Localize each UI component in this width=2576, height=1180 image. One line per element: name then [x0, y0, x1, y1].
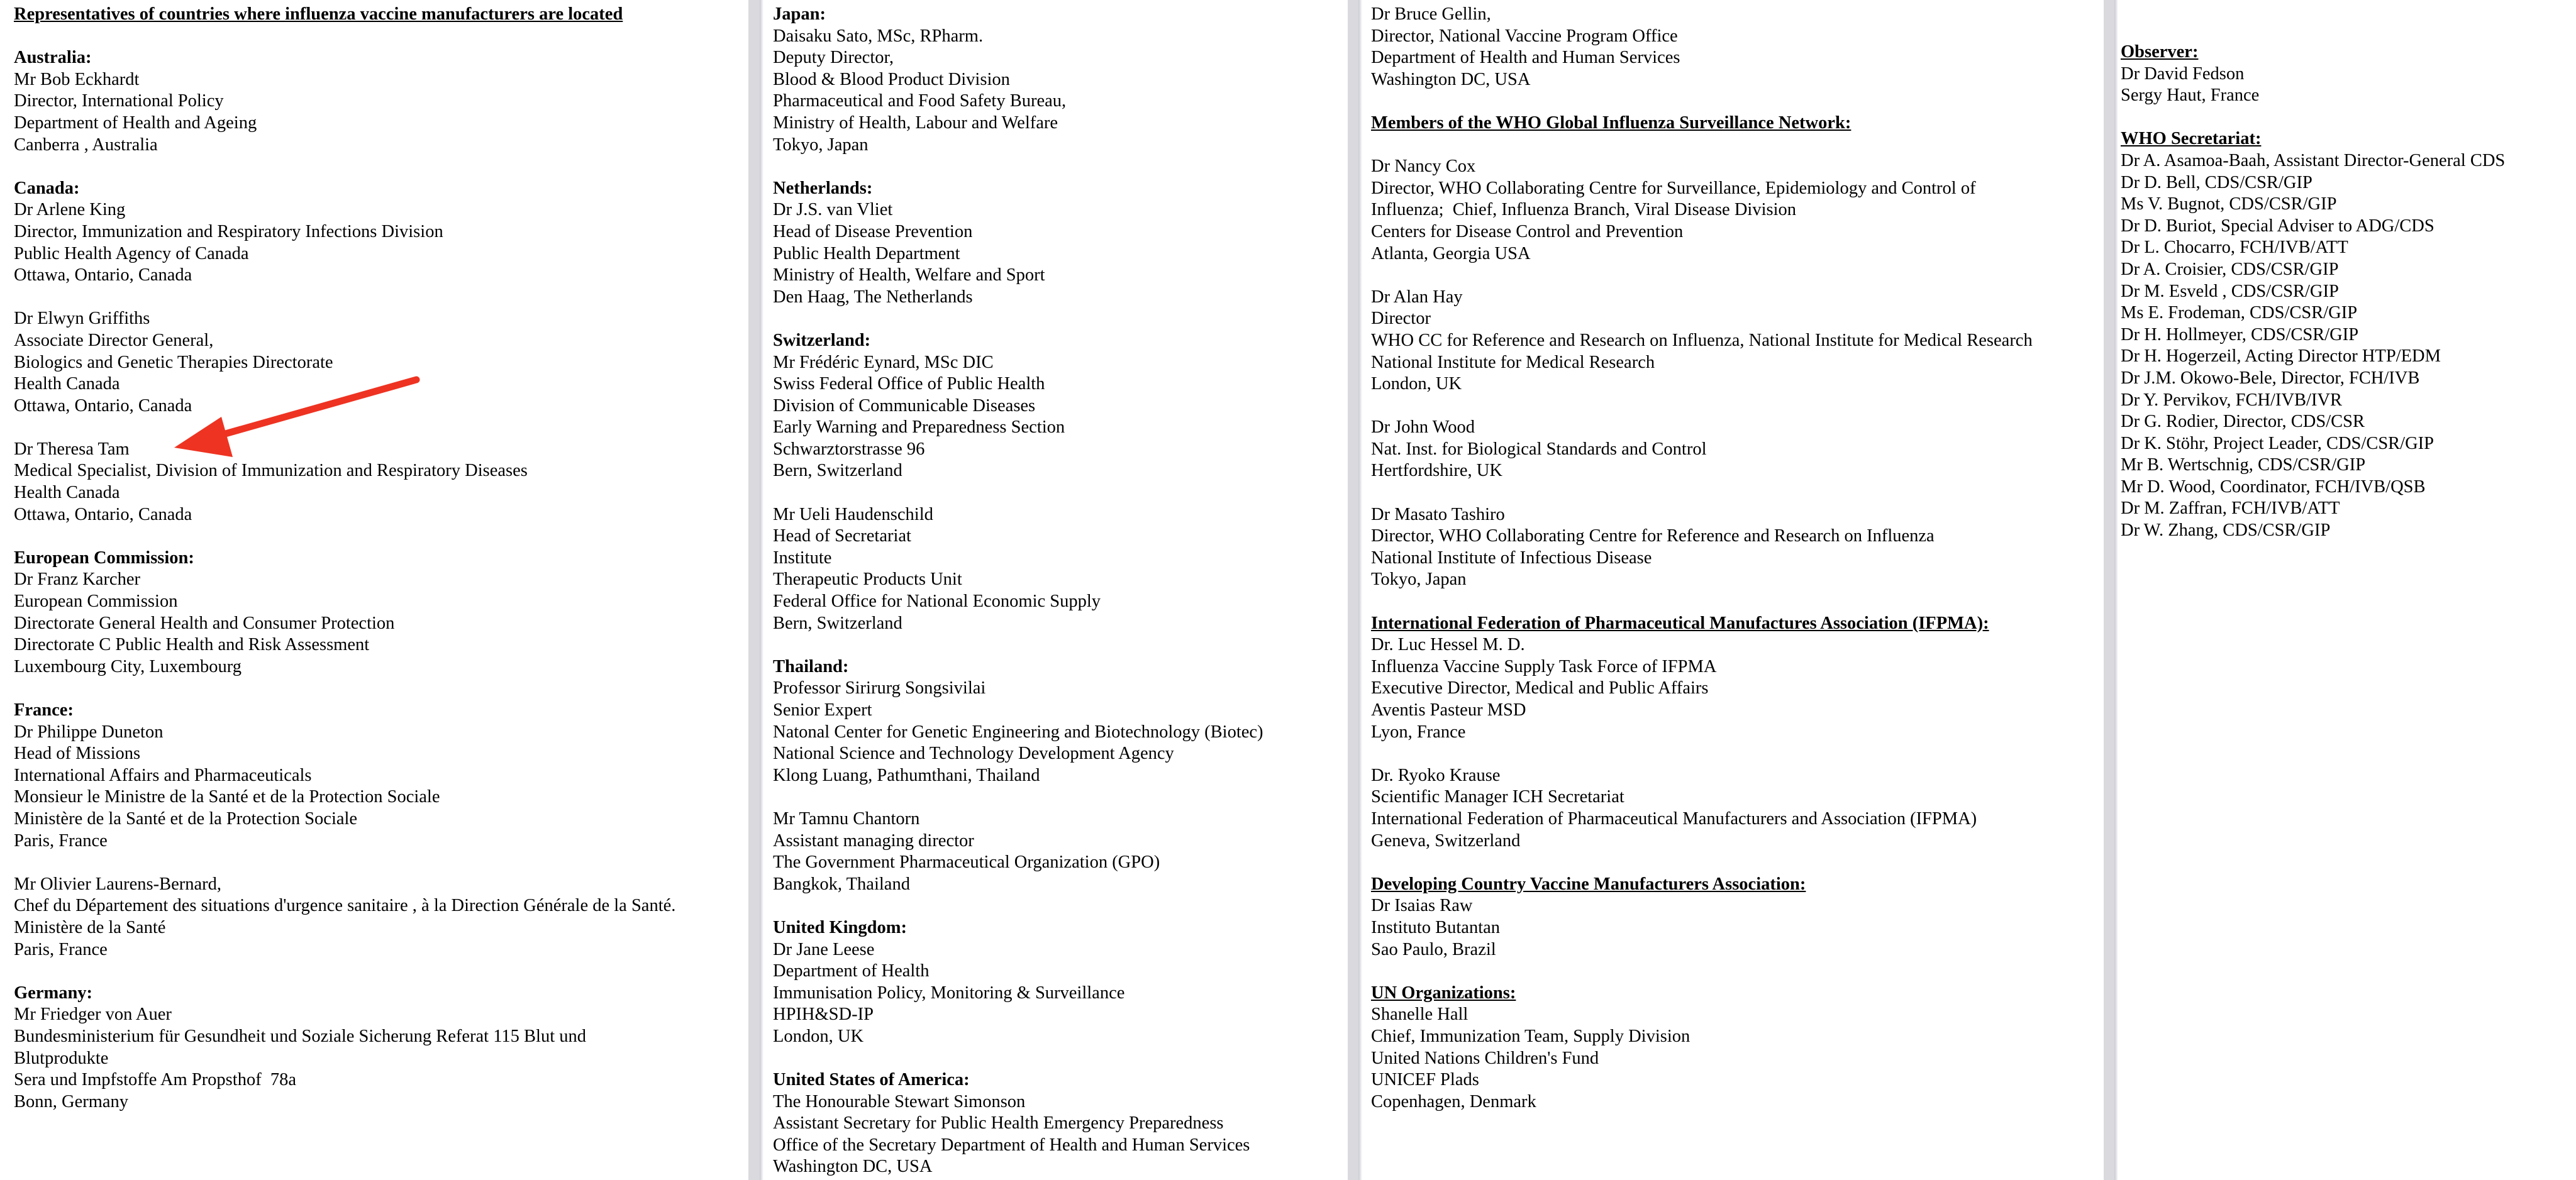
contact-block	[14, 700, 748, 852]
contact-line: Assistant managing director	[773, 830, 974, 851]
contact-block	[773, 504, 1348, 635]
section-heading: Observer:	[2121, 42, 2199, 62]
contact-line: Mr Friedger von Auer	[14, 1005, 172, 1025]
contact-line: Office of the Secretary Department of Health and Human Services	[773, 1135, 1250, 1155]
contact-line: Assistant Secretary for Public Health Emergency Preparedness	[773, 1113, 1224, 1133]
contact-block	[773, 656, 1348, 787]
contact-block	[14, 47, 748, 156]
contact-line: Department of Health and Ageing	[14, 113, 257, 133]
contact-line: Influenza; Chief, Influenza Branch, Viral Disease Division	[1371, 200, 1796, 220]
contact-line: London, UK	[773, 1026, 864, 1046]
contact-line: Dr A. Croisier, CDS/CSR/GIP	[2121, 259, 2339, 279]
contact-line: Lyon, France	[1371, 722, 1466, 742]
contact-line: Tokyo, Japan	[773, 135, 869, 155]
contact-line: Washington DC, USA	[773, 1157, 933, 1177]
contact-line: Public Health Agency of Canada	[14, 243, 249, 263]
contact-line: Swiss Federal Office of Public Health	[773, 374, 1045, 394]
contact-line: Dr D. Bell, CDS/CSR/GIP	[2121, 172, 2312, 192]
contact-line: Dr Alan Hay	[1371, 287, 1463, 307]
contact-line: Department of Health and Human Services	[1371, 48, 1680, 68]
contact-line: HPIH&SD-IP	[773, 1005, 874, 1025]
contact-line: Dr D. Buriot, Special Adviser to ADG/CDS	[2121, 216, 2434, 236]
section-heading: France:	[14, 700, 74, 720]
contact-line: Institute	[773, 548, 832, 568]
contact-line: Shanelle Hall	[1371, 1005, 1468, 1025]
contact-line: Dr H. Hogerzeil, Acting Director HTP/EDM	[2121, 346, 2441, 367]
contact-block	[1371, 613, 2104, 744]
contact-line: Director, WHO Collaborating Centre for Reference and Research on Influenza	[1371, 526, 1935, 546]
contact-line: Den Haag, The Netherlands	[773, 287, 973, 307]
contact-line: Health Canada	[14, 374, 120, 394]
contact-line: Head of Disease Prevention	[773, 221, 973, 241]
contact-line: Dr. Ryoko Krause	[1371, 765, 1501, 785]
contact-block	[14, 874, 748, 961]
contact-line: Chef du Département des situations d'urgence sanitaire , à la Direction Générale de la Santé.	[14, 896, 676, 916]
contact-line: Professor Sirirurg Songsivilai	[773, 678, 986, 698]
contact-line: Dr M. Esveld , CDS/CSR/GIP	[2121, 281, 2339, 301]
contact-line: Ministère de la Santé	[14, 917, 166, 937]
contact-line: Instituto Butantan	[1371, 917, 1501, 937]
contact-line: Dr L. Chocarro, FCH/IVB/ATT	[2121, 238, 2348, 258]
contact-line: Dr David Fedson	[2121, 63, 2245, 84]
contact-line: WHO CC for Reference and Research on Influenza, National Institute for Medical Research	[1371, 330, 2033, 350]
contact-line: Ottawa, Ontario, Canada	[14, 504, 192, 524]
contact-line: Dr A. Asamoa-Baah, Assistant Director-General CDS	[2121, 150, 2506, 170]
contact-line: Dr Elwyn Griffiths	[14, 309, 150, 329]
contact-block	[773, 808, 1348, 895]
contact-line: Luxembourg City, Luxembourg	[14, 656, 242, 676]
contact-block	[14, 178, 748, 287]
contact-line: Dr J.S. van Vliet	[773, 200, 893, 220]
contact-line: Natonal Center for Genetic Engineering and Biotechnology (Biotec)	[773, 722, 1263, 742]
contact-line: Sera und Impfstoffe Am Propsthof 78a	[14, 1070, 297, 1090]
contact-line: Dr Isaias Raw	[1371, 896, 1473, 916]
contact-line: Mr D. Wood, Coordinator, FCH/IVB/QSB	[2121, 477, 2426, 497]
contact-line: Ottawa, Ontario, Canada	[14, 265, 192, 285]
contact-line: International Affairs and Pharmaceuticals	[14, 765, 312, 785]
contact-line: Dr W. Zhang, CDS/CSR/GIP	[2121, 521, 2331, 541]
section-heading: Canada:	[14, 178, 80, 198]
contact-block	[1371, 874, 2104, 961]
contact-line: International Federation of Pharmaceutical Manufacturers and Association (IFPMA)	[1371, 808, 1977, 829]
contact-line: Sergy Haut, France	[2121, 85, 2260, 106]
contact-line: Dr John Wood	[1371, 417, 1475, 438]
contact-block	[1371, 287, 2104, 395]
contact-line: Influenza Vaccine Supply Task Force of IFPMA	[1371, 656, 1717, 676]
contact-block	[1371, 504, 2104, 591]
contact-line: Pharmaceutical and Food Safety Bureau,	[773, 91, 1067, 111]
section-heading: European Commission:	[14, 548, 194, 568]
contact-line: Bangkok, Thailand	[773, 874, 910, 894]
contact-line: Nat. Inst. for Biological Standards and Control	[1371, 439, 1707, 459]
contact-block	[1371, 156, 2104, 265]
contact-line: Biologics and Genetic Therapies Directorate	[14, 352, 333, 372]
contact-line: National Science and Technology Development Agency	[773, 744, 1174, 764]
contact-block	[1371, 417, 2104, 482]
contact-line: Director, Immunization and Respiratory Infections Division	[14, 221, 443, 241]
contact-line: Daisaku Sato, MSc, RPharm.	[773, 26, 984, 46]
contact-line: Ministry of Health, Labour and Welfare	[773, 113, 1058, 133]
section-heading: Developing Country Vaccine Manufacturers Association:	[1371, 874, 1806, 894]
contact-line: Immunisation Policy, Monitoring & Surveillance	[773, 983, 1125, 1003]
contact-line: Dr Franz Karcher	[14, 570, 140, 590]
contact-line: Dr Theresa Tam	[14, 439, 130, 459]
contact-line: Dr Philippe Duneton	[14, 722, 164, 742]
contact-line: Dr J.M. Okowo-Bele, Director, FCH/IVB	[2121, 368, 2420, 388]
contact-line: Head of Missions	[14, 744, 141, 764]
contact-line: Deputy Director,	[773, 48, 894, 68]
column-1	[0, 0, 748, 1180]
contact-line: Director, National Vaccine Program Office	[1371, 26, 1678, 46]
contact-line: Dr Bruce Gellin,	[1371, 4, 1491, 24]
contact-block	[1371, 113, 2104, 135]
contact-line: Mr Olivier Laurens-Bernard,	[14, 874, 222, 894]
contact-line: Senior Expert	[773, 700, 872, 720]
contact-line: Blood & Blood Product Division	[773, 69, 1010, 89]
contact-line: Atlanta, Georgia USA	[1371, 243, 1531, 263]
contact-block	[773, 917, 1348, 1048]
section-heading: Switzerland:	[773, 330, 871, 350]
contact-line: Dr Jane Leese	[773, 939, 875, 959]
contact-line: Executive Director, Medical and Public Affairs	[1371, 678, 1709, 698]
contact-line: Bern, Switzerland	[773, 461, 902, 481]
contact-line: Dr Nancy Cox	[1371, 157, 1476, 177]
contact-line: Dr. Luc Hessel M. D.	[1371, 635, 1525, 655]
contact-line: Directorate General Health and Consumer Protection	[14, 613, 395, 633]
document-title: Representatives of countries where influenza vaccine manufacturers are located	[14, 4, 623, 24]
contact-line: Department of Health	[773, 961, 930, 981]
contact-line: The Honourable Stewart Simonson	[773, 1091, 1026, 1111]
contact-line: Director	[1371, 309, 1431, 329]
column-4	[2114, 0, 2576, 1180]
contact-line: European Commission	[14, 592, 178, 612]
contact-line: Geneva, Switzerland	[1371, 830, 1521, 851]
contact-line: Head of Secretariat	[773, 526, 911, 546]
contact-line: Tokyo, Japan	[1371, 570, 1467, 590]
contact-line: Dr K. Stöhr, Project Leader, CDS/CSR/GIP	[2121, 433, 2434, 453]
section-heading: WHO Secretariat:	[2121, 129, 2262, 149]
section-heading: Australia:	[14, 48, 92, 68]
contact-block	[14, 548, 748, 678]
contact-block	[14, 439, 748, 526]
contact-line: Bonn, Germany	[14, 1091, 129, 1111]
contact-line: Mr Ueli Haudenschild	[773, 504, 933, 524]
contact-line: Division of Communicable Diseases	[773, 395, 1036, 416]
column-2	[760, 0, 1348, 1180]
contact-block	[14, 308, 748, 417]
contact-line: Therapeutic Products Unit	[773, 570, 962, 590]
contact-line: Mr Frédéric Eynard, MSc DIC	[773, 352, 994, 372]
contact-line: Mr Bob Eckhardt	[14, 69, 140, 89]
contact-line: Dr Arlene King	[14, 200, 126, 220]
contact-line: Dr M. Zaffran, FCH/IVB/ATT	[2121, 499, 2340, 519]
contact-block	[1371, 4, 2104, 91]
contact-line: London, UK	[1371, 374, 1462, 394]
contact-line: Dr G. Rodier, Director, CDS/CSR	[2121, 412, 2365, 432]
contact-line: Washington DC, USA	[1371, 69, 1531, 89]
contact-line: Early Warning and Preparedness Section	[773, 417, 1065, 438]
contact-line: Monsieur le Ministre de la Santé et de la Protection Sociale	[14, 787, 440, 807]
contact-line: Blutprodukte	[14, 1048, 109, 1068]
section-heading: Netherlands:	[773, 178, 873, 198]
contact-line: Mr B. Wertschnig, CDS/CSR/GIP	[2121, 455, 2366, 475]
contact-block	[773, 4, 1348, 156]
section-heading: United States of America:	[773, 1070, 970, 1090]
contact-line: Canberra , Australia	[14, 135, 158, 155]
contact-line: Centers for Disease Control and Prevention	[1371, 221, 1684, 241]
contact-line: Federal Office for National Economic Supply	[773, 592, 1101, 612]
contact-block	[773, 330, 1348, 482]
contact-line: Bundesministerium für Gesundheit und Soziale Sicherung Referat 115 Blut und	[14, 1026, 586, 1046]
contact-block	[773, 178, 1348, 309]
contact-line: The Government Pharmaceutical Organization (GPO)	[773, 852, 1160, 873]
section-heading: United Kingdom:	[773, 917, 907, 937]
contact-line: Health Canada	[14, 483, 120, 503]
contact-line: Ms E. Frodeman, CDS/CSR/GIP	[2121, 303, 2358, 323]
contact-block	[1371, 765, 2104, 852]
contact-line: Ottawa, Ontario, Canada	[14, 395, 192, 416]
contact-block	[773, 1069, 1348, 1178]
contact-line: UNICEF Plads	[1371, 1070, 1479, 1090]
contact-line: Medical Specialist, Division of Immunization and Respiratory Diseases	[14, 461, 528, 481]
contact-line: Director, WHO Collaborating Centre for Surveillance, Epidemiology and Control of	[1371, 178, 1976, 198]
section-heading: Japan:	[773, 4, 826, 24]
contact-line: Mr Tamnu Chantorn	[773, 808, 920, 829]
contact-line: Sao Paulo, Brazil	[1371, 939, 1496, 959]
section-heading: Germany:	[14, 983, 93, 1003]
contact-line: National Institute of Infectious Disease	[1371, 548, 1652, 568]
contact-line: Director, International Policy	[14, 91, 224, 111]
contact-line: Bern, Switzerland	[773, 613, 902, 633]
contact-line: Schwarztorstrasse 96	[773, 439, 925, 459]
contact-line: Dr Y. Pervikov, FCH/IVB/IVR	[2121, 390, 2343, 410]
contact-line: Dr H. Hollmeyer, CDS/CSR/GIP	[2121, 324, 2359, 345]
contact-line: Associate Director General,	[14, 330, 214, 350]
contact-line: Klong Luang, Pathumthani, Thailand	[773, 765, 1040, 785]
contact-block	[2121, 128, 2576, 541]
contact-line: Paris, France	[14, 939, 108, 959]
contact-block	[14, 983, 748, 1113]
contact-line: Dr Masato Tashiro	[1371, 504, 1505, 524]
contact-line: Scientific Manager ICH Secretariat	[1371, 787, 1624, 807]
contact-line: Directorate C Public Health and Risk Assessment	[14, 635, 370, 655]
contact-line: Aventis Pasteur MSD	[1371, 700, 1526, 720]
contact-line: Ministry of Health, Welfare and Sport	[773, 265, 1045, 285]
contact-line: National Institute for Medical Research	[1371, 352, 1655, 372]
contact-line: Ministère de la Santé et de la Protection Sociale	[14, 808, 358, 829]
contact-line: United Nations Children's Fund	[1371, 1048, 1599, 1068]
contact-line: Ms V. Bugnot, CDS/CSR/GIP	[2121, 194, 2337, 214]
contact-line: Copenhagen, Denmark	[1371, 1091, 1536, 1111]
section-heading: Thailand:	[773, 656, 849, 676]
section-heading: International Federation of Pharmaceutical Manufactures Association (IFPMA):	[1371, 613, 1989, 633]
contact-block	[2121, 41, 2576, 107]
column-3	[1358, 0, 2104, 1180]
contact-line: Chief, Immunization Team, Supply Division	[1371, 1026, 1690, 1046]
section-heading: UN Organizations:	[1371, 983, 1516, 1003]
contact-line: Hertfordshire, UK	[1371, 461, 1502, 481]
contact-line: Public Health Department	[773, 243, 960, 263]
contact-line: Paris, France	[14, 830, 108, 851]
section-heading: Members of the WHO Global Influenza Surveillance Network:	[1371, 113, 1852, 133]
contact-block	[1371, 983, 2104, 1113]
